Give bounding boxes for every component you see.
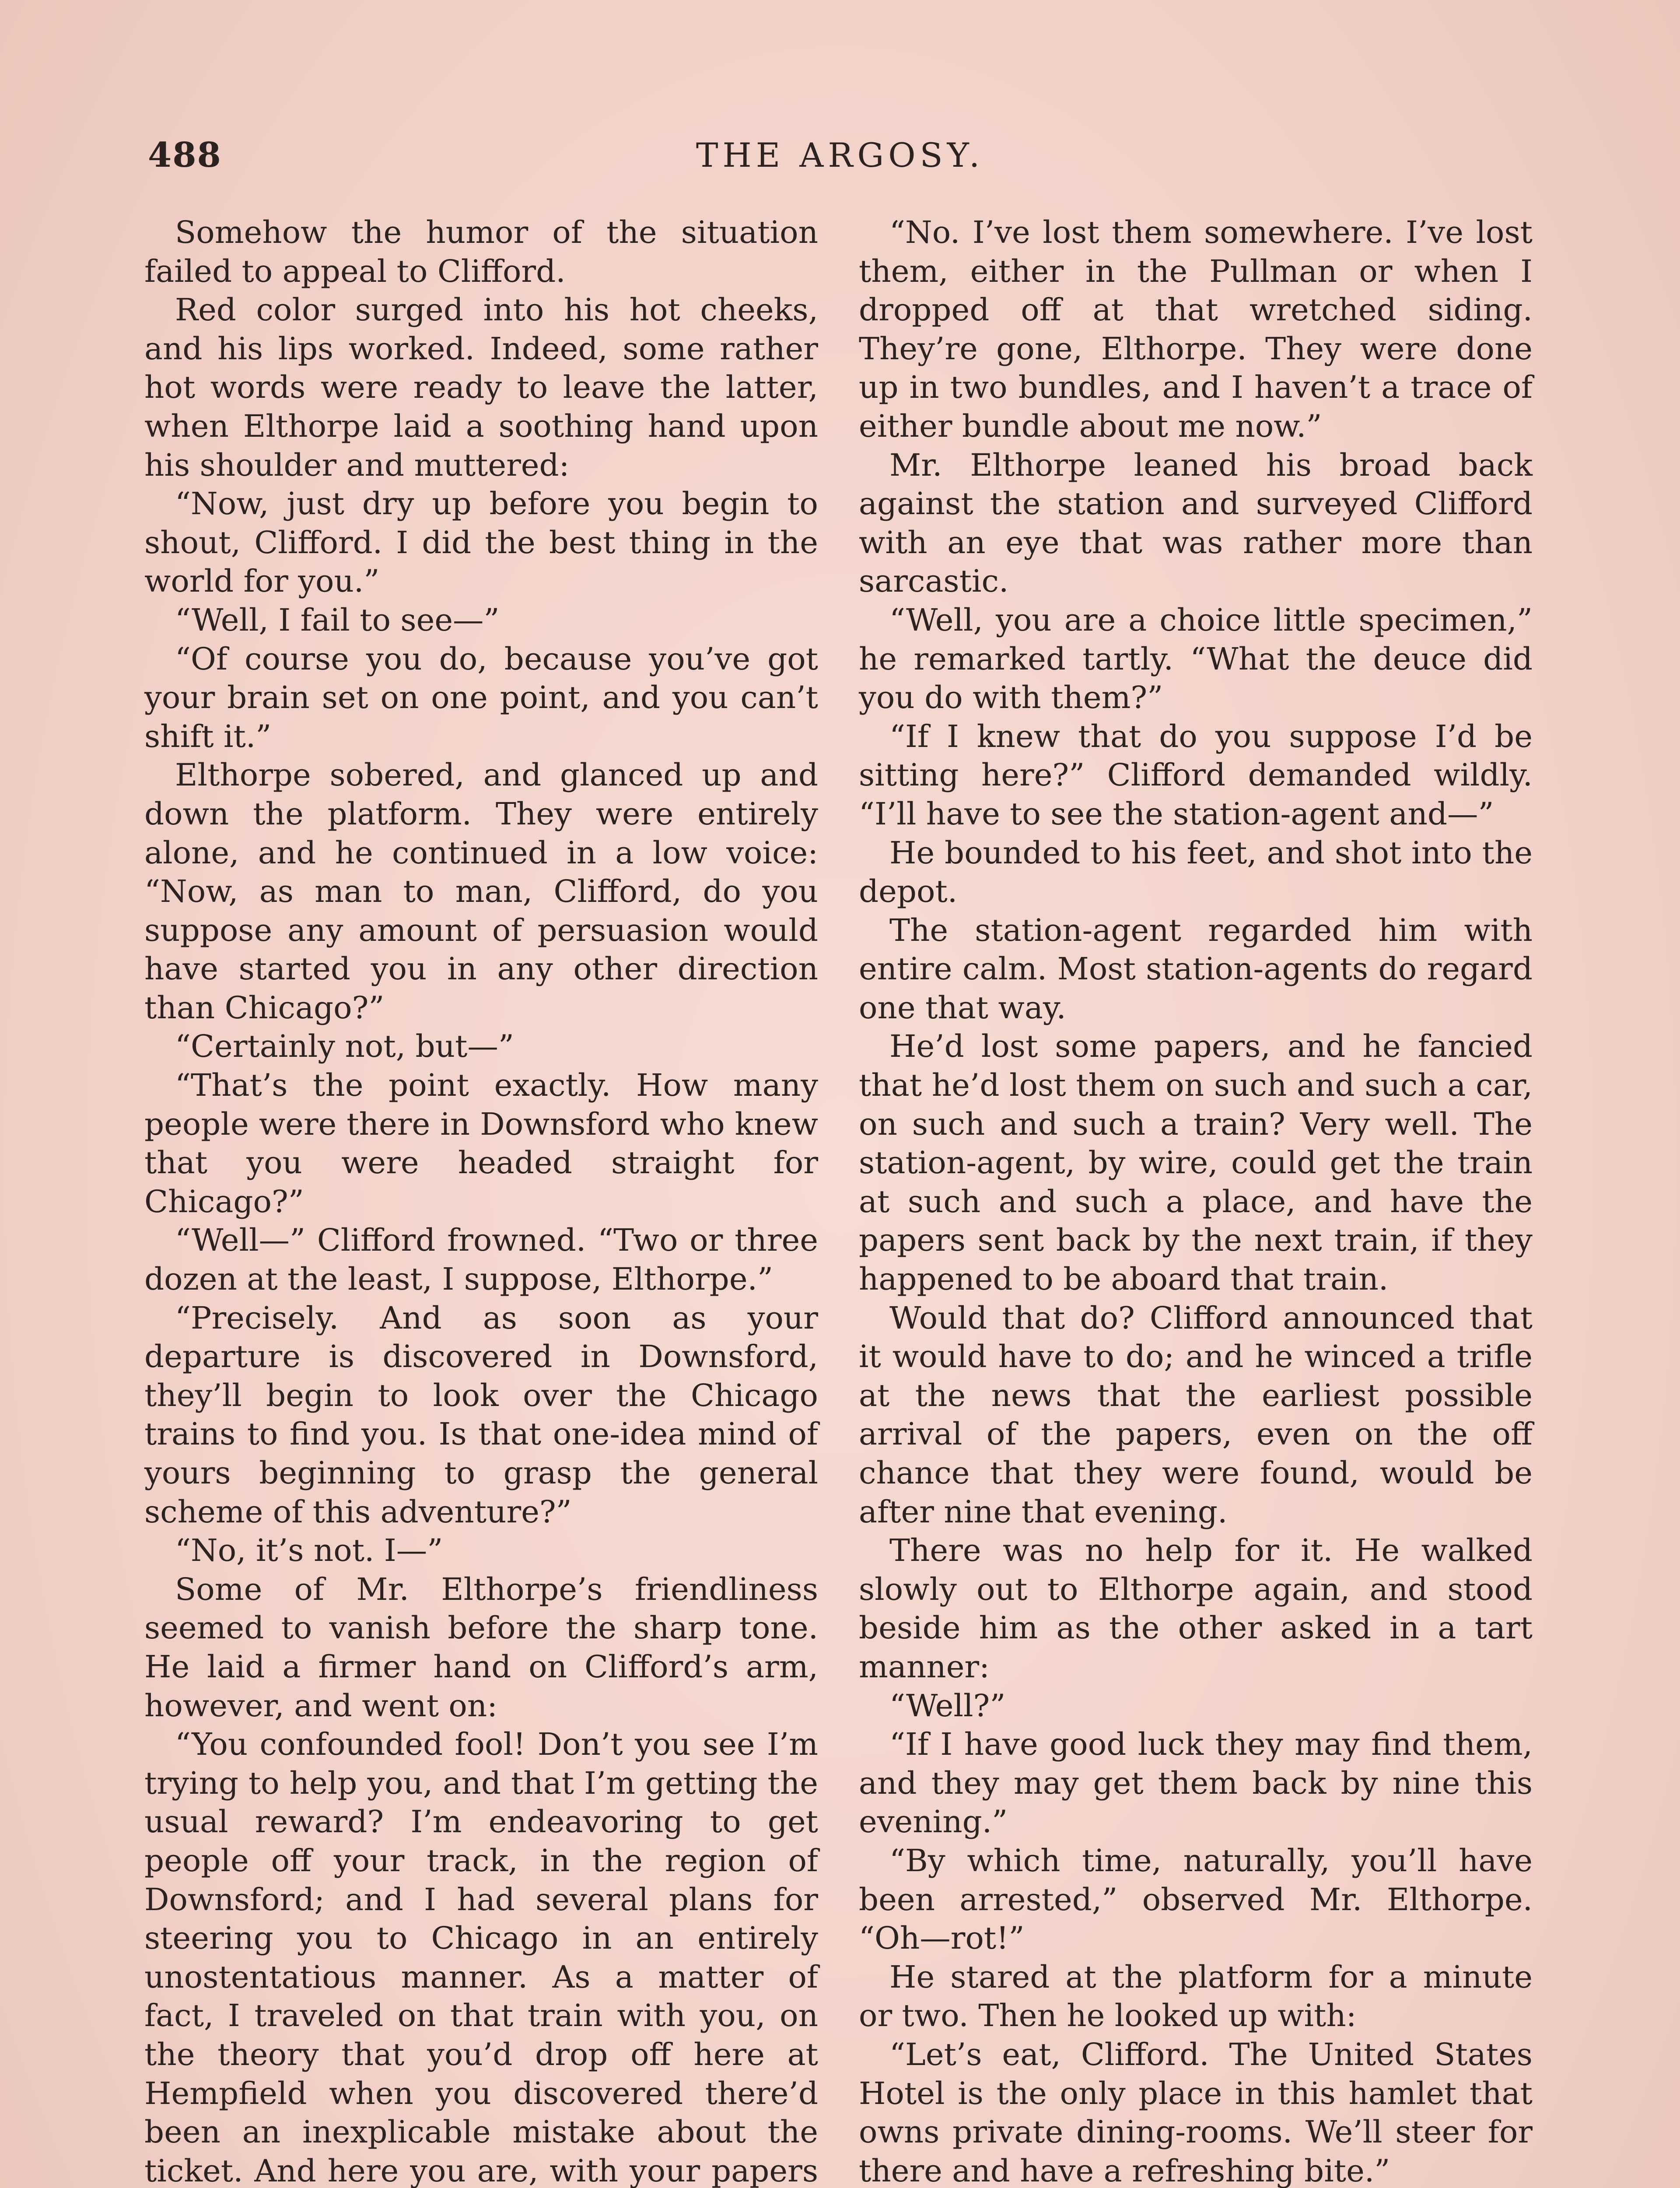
paragraph: “If I knew that do you suppose I’d be sitting here?” Clifford demanded wildly. “I’ll have to see the station-agent and—” xyxy=(859,718,1533,832)
paragraph: He stared at the platform for a minute or two. Then he looked up with: xyxy=(859,1959,1533,2034)
paragraph: “If I have good luck they may find them, and they may get them back by nine this evening.” xyxy=(859,1726,1533,1840)
paragraph: Would that do? Clifford announced that it would have to do; and he winced a trifle at the news that the earliest possible arrival of the papers, even on the off chance that they were found, would be after nine that evening. xyxy=(859,1300,1533,1530)
paragraph: “Let’s eat, Clifford. The United States Hotel is the only place in this hamlet that owns private dining-rooms. We’ll steer for there and have a refreshing bite.” xyxy=(859,2036,1533,2188)
paragraph: “Precisely. And as soon as your departure is discovered in Downsford, they’ll begin to look over the Chicago trains to find you. Is that one-idea mind of yours beginning to grasp the general scheme of this adventure?” xyxy=(144,1300,818,1530)
paragraph: Elthorpe sobered, and glanced up and down the platform. They were entirely alone, and he continued in a low voice: “Now, as man to man, Clifford, do you suppose any amount of persuasion would have started you in any other direction than Chicago?” xyxy=(144,757,818,1026)
paragraph: “No. I’ve lost them somewhere. I’ve lost them, either in the Pullman or when I dropped off at that wretched siding. They’re gone, Elthorpe. They were done up in two bundles, and I haven’t a trace of either bundle about me now.” xyxy=(859,214,1533,444)
paragraph: “No, it’s not. I—” xyxy=(175,1532,443,1569)
paragraph: He’d lost some papers, and he fancied that he’d lost them on such and such a car, on such and such a train? Very well. The station-agent, by wire, could get the train at such and such a place, and have the papers sent back by the next train, if they happened to be aboard that train. xyxy=(859,1028,1533,1297)
paragraph: “Well, I fail to see—” xyxy=(175,602,500,638)
paragraph: “Now, just dry up before you begin to shout, Clifford. I did the best thing in the world for you.” xyxy=(144,486,818,600)
page-number: 488 xyxy=(148,135,222,175)
paragraph: The station-agent regarded him with entire calm. Most station-agents do regard one that way. xyxy=(859,912,1533,1026)
paragraph: “Well, you are a choice little specimen,” he remarked tartly. “What the deuce did you do with them?” xyxy=(859,602,1533,716)
running-head xyxy=(0,131,1680,179)
paragraph: “Of course you do, because you’ve got your brain set on one point, and you can’t shift it.” xyxy=(144,641,818,754)
paragraph: There was no help for it. He walked slowly out to Elthorpe again, and stood beside him as the other asked in a tart manner: xyxy=(859,1532,1533,1685)
running-title: THE ARGOSY. xyxy=(696,136,984,175)
paragraph: Somehow the humor of the situation failed to appeal to Clifford. xyxy=(144,214,818,289)
paragraph: Red color surged into his hot cheeks, and his lips worked. Indeed, some rather hot words were ready to leave the latter, when Elthorpe laid a soothing hand upon his shoulder and muttered: xyxy=(144,292,818,483)
paragraph: “That’s the point exactly. How many people were there in Downsford who knew that you were headed straight for Chicago?” xyxy=(144,1067,818,1220)
paragraph: “Well—” Clifford frowned. “Two or three dozen at the least, I suppose, Elthorpe.” xyxy=(144,1222,818,1297)
paragraph: “Certainly not, but—” xyxy=(175,1028,514,1065)
paragraph: “Well?” xyxy=(889,1687,1006,1724)
right-column xyxy=(859,213,1533,2188)
paragraph: “You confounded fool! Don’t you see I’m trying to help you, and that I’m getting the usual reward? I’m endeavoring to get people off your track, in the region of Downsford; and I had several plans for steering you to Chicago in an entirely unostentatious manner. As a matter of fact, I traveled on that train with you, on the theory that you’d drop off here at Hempfield when you discovered there’d been an inexplicable mistake about the ticket. And here you are, with your papers xyxy=(144,1726,818,2188)
paragraph: “By which time, naturally, you’ll have been arrested,” observed Mr. Elthorpe. “Oh—rot!” xyxy=(859,1842,1533,1957)
paragraph: He bounded to his feet, and shot into the depot. xyxy=(859,835,1533,910)
left-column xyxy=(144,213,818,2188)
paragraph: Some of Mr. Elthorpe’s friendliness seemed to vanish before the sharp tone. He laid a firmer hand on Clifford’s arm, however, and went on: xyxy=(144,1571,818,1724)
paragraph: Mr. Elthorpe leaned his broad back against the station and surveyed Clifford with an eye that was rather more than sarcastic. xyxy=(859,447,1533,600)
